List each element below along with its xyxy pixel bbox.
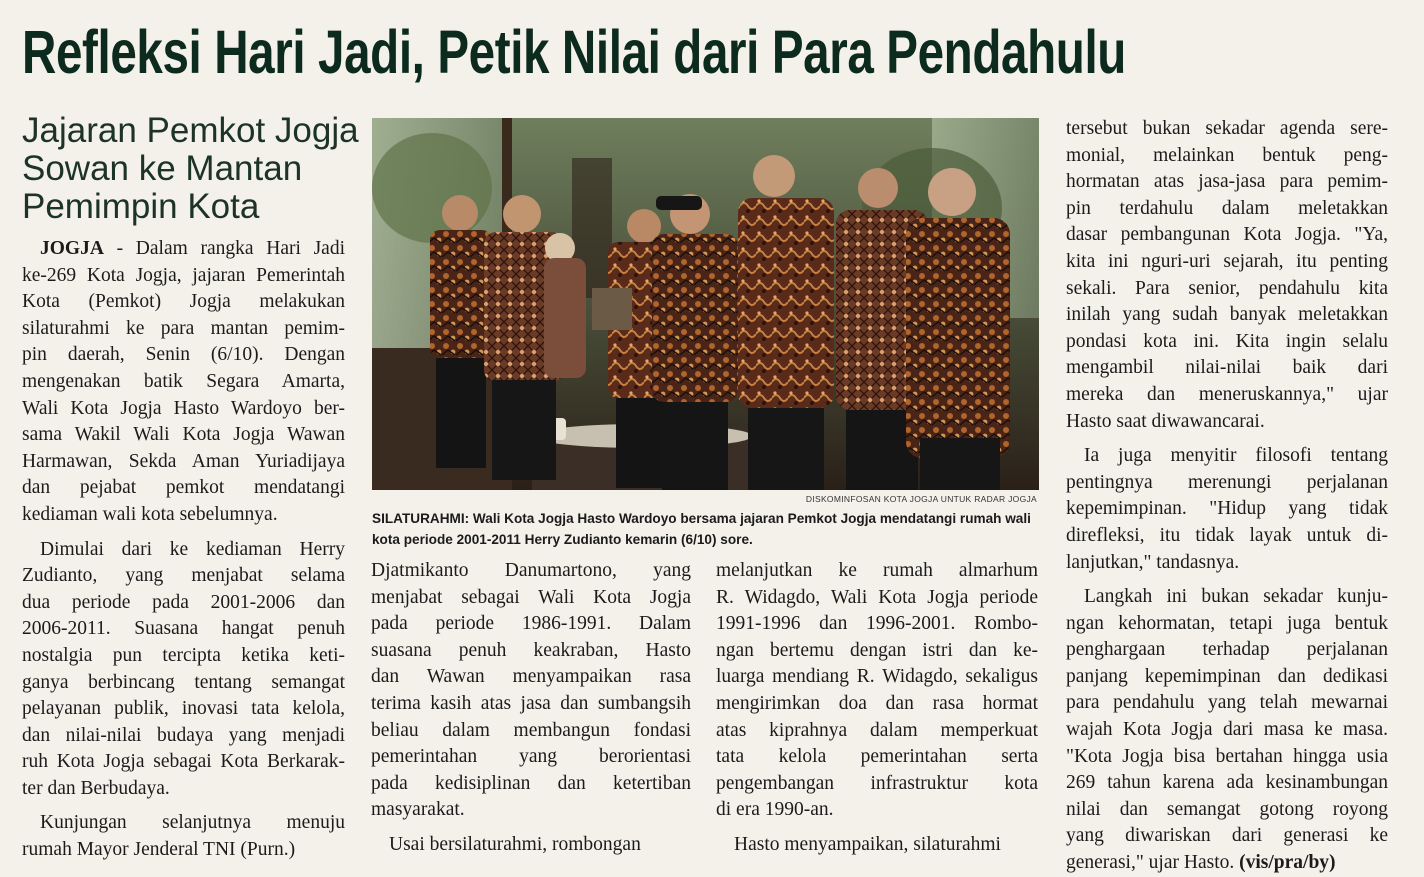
text-line: Dimulai dari ke kediaman Herry <box>40 538 345 560</box>
text-line: ter dan Berbudaya. <box>22 777 170 799</box>
article-column-1 <box>22 236 345 864</box>
text-line: suasana penuh keakraban, Hasto <box>371 639 691 661</box>
article-column-3 <box>716 558 1038 859</box>
photo-caption: SILATURAHMI: Wali Kota Jogja Hasto Wardoyo bersama jajaran Pemkot Jogja mendatangi rumah wali kota periode 2001-2011 Herry Zudianto kemarin (6/10) sore. <box>372 511 1031 547</box>
text-line: ngan bertemu dengan istri dan ke- <box>716 639 1038 661</box>
text-line: Hasto saat diwawancarai. <box>1066 410 1265 432</box>
text-line: dan pejabat pemkot mendatangi <box>22 477 345 499</box>
text-line: 1991-1996 dan 1996-2001. Rombo- <box>716 613 1038 635</box>
text-line: pentingnya merenungi perjalanan <box>1066 471 1388 493</box>
text-line: hormatan atas jasa-jasa para pemim- <box>1066 171 1388 193</box>
text-line: ruh Kota Jogja sebagai Kota Berkarak- <box>22 751 345 773</box>
text-line: R. Widagdo, Wali Kota Jogja periode <box>716 586 1038 608</box>
text-line: di era 1990-an. <box>716 799 834 821</box>
text-line: kediaman wali kota sebelumnya. <box>22 503 278 525</box>
text-line: atas kiprahnya dalam memperkuat <box>716 719 1038 741</box>
text-line: Langkah ini bukan sekadar kunju- <box>1084 586 1388 608</box>
text-line: masyarakat. <box>371 799 465 821</box>
text-line: mengenakan batik Segara Amarta, <box>22 370 345 392</box>
text-line: silaturahmi ke para mantan pemim- <box>22 317 345 339</box>
subheadline-line: Sowan ke Mantan <box>22 149 303 188</box>
text-line: "Kota Jogja bisa bertahan hingga usia <box>1066 745 1388 767</box>
photo-credit: DISKOMINFOSAN KOTA JOGJA UNTUK RADAR JOGJA <box>805 494 1037 504</box>
text-line: nilai dan semangat gotong royong <box>1066 798 1388 820</box>
text-line: panjang kepemimpinan dan dedikasi <box>1066 665 1388 687</box>
text-line: mereka dan meneruskannya," ujar <box>1066 383 1388 405</box>
text-line: dan nilai-nilai budaya yang menjadi <box>22 724 345 746</box>
article-column-2 <box>371 558 691 859</box>
text-line: luarga mendiang R. Widagdo, sekaligus <box>716 666 1038 688</box>
text-line: mengirimkan doa dan rasa hormat <box>716 692 1038 714</box>
dateline: JOGJA <box>40 238 104 259</box>
text-line: sama Wakil Wali Kota Jogja Wawan <box>22 424 345 446</box>
text-line: wajah Kota Jogja dari masa ke masa. <box>1066 719 1388 741</box>
text-line: lanjutkan," tandasnya. <box>1066 551 1240 573</box>
text-line: 2006-2011. Suasana hangat penuh <box>22 618 345 640</box>
text-line: pemerintahan yang berorientasi <box>371 746 691 768</box>
text-line: tata kelola pemerintahan serta <box>716 746 1038 768</box>
text-line: ngan kehormatan, tetapi juga bentuk <box>1066 612 1388 634</box>
subheadline-line: Jajaran Pemkot Jogja <box>22 111 359 150</box>
text-line: mengambil nilai-nilai baik dari <box>1066 357 1388 379</box>
text-line: direfleksi, itu tidak layak untuk di- <box>1066 524 1388 546</box>
text-line: generasi," ujar Hasto. <box>1066 852 1240 874</box>
text-line: pada periode 1986-1991. Dalam <box>371 613 691 635</box>
text-line: rumah Mayor Jenderal TNI (Purn.) <box>22 839 296 861</box>
text-line: pengembangan infrastruktur kota <box>716 772 1038 794</box>
text-line: menjabat sebagai Wali Kota Jogja <box>371 586 691 608</box>
text-line: - Dalam rangka Hari Jadi <box>103 238 345 259</box>
text-line: pondasi kota ini. Kita ingin selalu <box>1066 330 1388 352</box>
subheadline-line: Pemimpin Kota <box>22 187 260 226</box>
text-line: kepemimpinan. "Hidup yang tidak <box>1066 498 1388 520</box>
news-photo <box>372 118 1039 490</box>
text-line: inilah yang sudah banyak meletakkan <box>1066 304 1388 326</box>
text-line: dasar pembangunan Kota Jogja. "Ya, <box>1066 224 1388 246</box>
text-line: monial, melainkan bentuk peng- <box>1066 144 1388 166</box>
text-line: Zudianto, yang menjabat selama <box>22 565 345 587</box>
article-column-4 <box>1066 116 1388 877</box>
text-line: pelayanan publik, inovasi tata kelola, <box>22 698 345 720</box>
text-line: tersebut bukan sekadar agenda sere- <box>1066 118 1388 139</box>
text-line: terima kasih atas jasa dan sumbangsih <box>371 692 691 714</box>
text-line: Kota (Pemkot) Jogja melakukan <box>22 291 345 313</box>
text-line: beliau dalam membangun fondasi <box>371 719 691 741</box>
text-line: penghargaan terhadap perjalanan <box>1066 639 1388 661</box>
text-line: para pendahulu yang telah mewarnai <box>1066 692 1388 714</box>
text-line: pin terdahulu dalam meletakkan <box>1066 197 1388 219</box>
text-line: Djatmikanto Danumartono, yang <box>371 560 691 581</box>
text-line: ganya berbincang tentang semangat <box>22 671 345 693</box>
text-line: Hasto menyampaikan, silaturahmi <box>734 833 1001 855</box>
text-line: Harmawan, Sekda Aman Yuriadijaya <box>22 450 345 472</box>
text-line: yang diwariskan dari generasi ke <box>1066 825 1388 847</box>
text-line: pada kedisiplinan dan ketertiban <box>371 772 691 794</box>
subheadline <box>22 112 362 226</box>
text-line: nostalgia pun tercipta ketika keti- <box>22 644 345 666</box>
text-line: kita ini nguri-uri sejarah, itu penting <box>1066 250 1388 272</box>
text-line: Usai bersilaturahmi, rombongan <box>389 833 641 855</box>
text-line: dan Wawan menyampaikan rasa <box>371 666 691 688</box>
text-line: Ia juga menyitir filosofi tentang <box>1084 445 1388 467</box>
text-line: melanjutkan ke rumah almarhum <box>716 560 1038 581</box>
text-line: ke-269 Kota Jogja, jajaran Pemerintah <box>22 264 345 286</box>
text-line: sekali. Para senior, pendahulu kita <box>1066 277 1388 299</box>
text-line: 269 tahun karena ada kesinambungan <box>1066 772 1388 794</box>
headline: Refleksi Hari Jadi, Petik Nilai dari Para Pendahulu <box>22 18 1126 86</box>
text-line: Wali Kota Jogja Hasto Wardoyo ber- <box>22 397 345 419</box>
text-line: Kunjungan selanjutnya menuju <box>40 812 345 834</box>
text-line: dua periode pada 2001-2006 dan <box>22 591 345 613</box>
text-line: pin daerah, Senin (6/10). Dengan <box>22 344 345 366</box>
author-signature: (vis/pra/by) <box>1239 852 1336 874</box>
